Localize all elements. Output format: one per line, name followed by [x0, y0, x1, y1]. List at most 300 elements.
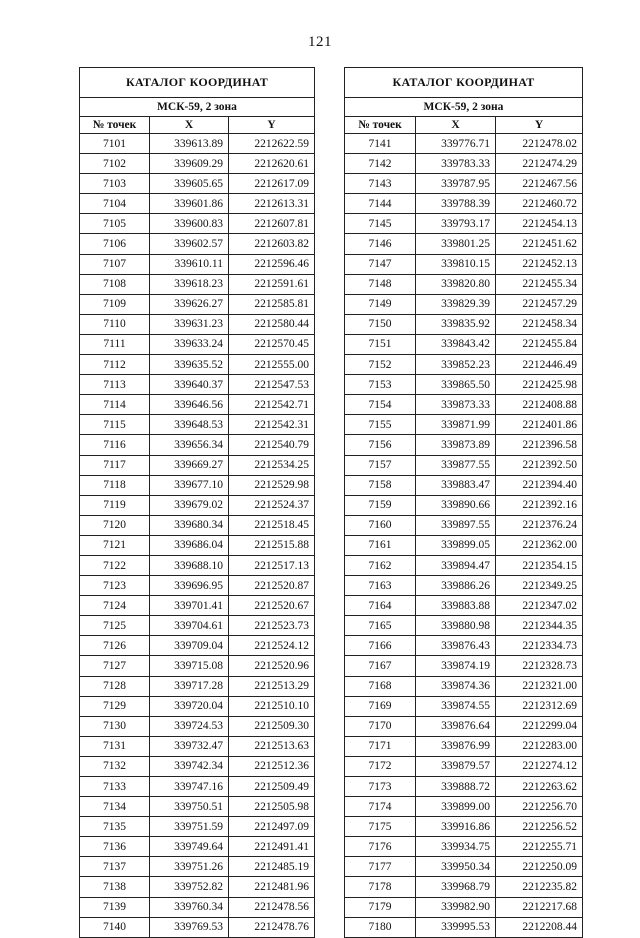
- point-number-cell: 7115: [80, 415, 150, 435]
- point-number-cell: 7133: [80, 777, 150, 797]
- x-coordinate-cell: 339601.86: [150, 194, 229, 214]
- y-coordinate-cell: 2212425.98: [496, 375, 583, 395]
- point-number-cell: 7151: [345, 334, 416, 354]
- x-coordinate-cell: 339751.59: [150, 817, 229, 837]
- point-number-cell: 7175: [345, 817, 416, 837]
- point-number-cell: 7138: [80, 877, 150, 897]
- point-number-cell: 7172: [345, 756, 416, 776]
- table-row: [345, 837, 583, 857]
- y-coordinate-cell: 2212513.29: [229, 676, 315, 696]
- x-coordinate-cell: 339717.28: [150, 676, 229, 696]
- x-coordinate-cell: 339843.42: [416, 334, 496, 354]
- point-number-cell: 7114: [80, 395, 150, 415]
- y-coordinate-cell: 2212455.34: [496, 274, 583, 294]
- y-coordinate-cell: 2212512.36: [229, 756, 315, 776]
- table-row: [80, 174, 315, 194]
- y-coordinate-cell: 2212256.70: [496, 797, 583, 817]
- y-coordinate-cell: 2212457.29: [496, 294, 583, 314]
- table-row: [345, 495, 583, 515]
- y-coordinate-cell: 2212547.53: [229, 375, 315, 395]
- y-coordinate-cell: 2212505.98: [229, 797, 315, 817]
- x-coordinate-cell: 339679.02: [150, 495, 229, 515]
- table-row: [345, 877, 583, 897]
- y-coordinate-cell: 2212321.00: [496, 676, 583, 696]
- x-coordinate-cell: 339750.51: [150, 797, 229, 817]
- point-number-cell: 7122: [80, 555, 150, 575]
- x-coordinate-cell: 339631.23: [150, 314, 229, 334]
- x-coordinate-cell: 339871.99: [416, 415, 496, 435]
- column-header-point-number: № точек: [345, 117, 416, 134]
- x-coordinate-cell: 339810.15: [416, 254, 496, 274]
- point-number-cell: 7168: [345, 676, 416, 696]
- x-coordinate-cell: 339876.64: [416, 716, 496, 736]
- x-coordinate-cell: 339742.34: [150, 756, 229, 776]
- y-coordinate-cell: 2212376.24: [496, 515, 583, 535]
- point-number-cell: 7176: [345, 837, 416, 857]
- column-header-x: X: [416, 117, 496, 134]
- x-coordinate-cell: 339696.95: [150, 576, 229, 596]
- x-coordinate-cell: 339873.89: [416, 435, 496, 455]
- y-coordinate-cell: 2212452.13: [496, 254, 583, 274]
- point-number-cell: 7170: [345, 716, 416, 736]
- table-row: [345, 234, 583, 254]
- x-coordinate-cell: 339704.61: [150, 616, 229, 636]
- y-coordinate-cell: 2212354.15: [496, 555, 583, 575]
- table-row: [345, 535, 583, 555]
- x-coordinate-cell: 339883.47: [416, 475, 496, 495]
- y-coordinate-cell: 2212299.04: [496, 716, 583, 736]
- coordinate-catalog-table-left: [79, 67, 315, 938]
- point-number-cell: 7117: [80, 455, 150, 475]
- table-row: [345, 756, 583, 776]
- page-number: 121: [308, 34, 332, 50]
- x-coordinate-cell: 339648.53: [150, 415, 229, 435]
- table-row: [80, 234, 315, 254]
- table-row: [80, 395, 315, 415]
- point-number-cell: 7148: [345, 274, 416, 294]
- x-coordinate-cell: 339793.17: [416, 214, 496, 234]
- y-coordinate-cell: 2212485.19: [229, 857, 315, 877]
- x-coordinate-cell: 339852.23: [416, 355, 496, 375]
- table-row: [345, 696, 583, 716]
- table-row: [80, 375, 315, 395]
- y-coordinate-cell: 2212328.73: [496, 656, 583, 676]
- x-coordinate-cell: 339688.10: [150, 555, 229, 575]
- point-number-cell: 7149: [345, 294, 416, 314]
- x-coordinate-cell: 339680.34: [150, 515, 229, 535]
- x-coordinate-cell: 339788.39: [416, 194, 496, 214]
- y-coordinate-cell: 2212510.10: [229, 696, 315, 716]
- y-coordinate-cell: 2212455.84: [496, 334, 583, 354]
- point-number-cell: 7137: [80, 857, 150, 877]
- point-number-cell: 7127: [80, 656, 150, 676]
- x-coordinate-cell: 339751.26: [150, 857, 229, 877]
- y-coordinate-cell: 2212596.46: [229, 254, 315, 274]
- column-header-x: X: [150, 117, 229, 134]
- point-number-cell: 7139: [80, 897, 150, 917]
- x-coordinate-cell: 339600.83: [150, 214, 229, 234]
- point-number-cell: 7118: [80, 475, 150, 495]
- x-coordinate-cell: 339894.47: [416, 555, 496, 575]
- point-number-cell: 7156: [345, 435, 416, 455]
- point-number-cell: 7129: [80, 696, 150, 716]
- x-coordinate-cell: 339720.04: [150, 696, 229, 716]
- table-row: [345, 294, 583, 314]
- point-number-cell: 7171: [345, 736, 416, 756]
- x-coordinate-cell: 339787.95: [416, 174, 496, 194]
- y-coordinate-cell: 2212613.31: [229, 194, 315, 214]
- x-coordinate-cell: 339760.34: [150, 897, 229, 917]
- y-coordinate-cell: 2212250.09: [496, 857, 583, 877]
- table-row: [80, 134, 315, 154]
- table-row: [345, 435, 583, 455]
- table-row: [80, 475, 315, 495]
- y-coordinate-cell: 2212509.30: [229, 716, 315, 736]
- point-number-cell: 7124: [80, 596, 150, 616]
- coordinate-system-label: МСК-59, 2 зона: [345, 98, 583, 117]
- y-coordinate-cell: 2212478.56: [229, 897, 315, 917]
- table-row: [80, 334, 315, 354]
- table-row: [80, 415, 315, 435]
- y-coordinate-cell: 2212478.76: [229, 917, 315, 937]
- x-coordinate-cell: 339724.53: [150, 716, 229, 736]
- y-coordinate-cell: 2212520.87: [229, 576, 315, 596]
- column-header-y: Y: [229, 117, 315, 134]
- x-coordinate-cell: 339709.04: [150, 636, 229, 656]
- x-coordinate-cell: 339602.57: [150, 234, 229, 254]
- table-row: [80, 254, 315, 274]
- table-row: [80, 355, 315, 375]
- table-row: [345, 355, 583, 375]
- catalog-title: КАТАЛОГ КООРДИНАТ: [345, 68, 583, 98]
- table-row: [345, 817, 583, 837]
- x-coordinate-cell: 339769.53: [150, 917, 229, 937]
- x-coordinate-cell: 339874.19: [416, 656, 496, 676]
- y-coordinate-cell: 2212517.13: [229, 555, 315, 575]
- point-number-cell: 7104: [80, 194, 150, 214]
- y-coordinate-cell: 2212481.96: [229, 877, 315, 897]
- table-row: [345, 656, 583, 676]
- x-coordinate-cell: 339752.82: [150, 877, 229, 897]
- point-number-cell: 7112: [80, 355, 150, 375]
- column-header-y: Y: [496, 117, 583, 134]
- table-row: [345, 515, 583, 535]
- point-number-cell: 7150: [345, 314, 416, 334]
- point-number-cell: 7142: [345, 154, 416, 174]
- point-number-cell: 7165: [345, 616, 416, 636]
- x-coordinate-cell: 339883.88: [416, 596, 496, 616]
- point-number-cell: 7159: [345, 495, 416, 515]
- table-row: [345, 314, 583, 334]
- point-number-cell: 7144: [345, 194, 416, 214]
- y-coordinate-cell: 2212451.62: [496, 234, 583, 254]
- point-number-cell: 7108: [80, 274, 150, 294]
- x-coordinate-cell: 339749.64: [150, 837, 229, 857]
- x-coordinate-cell: 339968.79: [416, 877, 496, 897]
- table-row: [345, 134, 583, 154]
- y-coordinate-cell: 2212555.00: [229, 355, 315, 375]
- point-number-cell: 7125: [80, 616, 150, 636]
- x-coordinate-cell: 339886.26: [416, 576, 496, 596]
- table-row: [80, 797, 315, 817]
- point-number-cell: 7111: [80, 334, 150, 354]
- table-row: [80, 716, 315, 736]
- x-coordinate-cell: 339618.23: [150, 274, 229, 294]
- point-number-cell: 7146: [345, 234, 416, 254]
- point-number-cell: 7179: [345, 897, 416, 917]
- x-coordinate-cell: 339701.41: [150, 596, 229, 616]
- x-coordinate-cell: 339916.86: [416, 817, 496, 837]
- column-header-point-number: № точек: [80, 117, 150, 134]
- point-number-cell: 7167: [345, 656, 416, 676]
- x-coordinate-cell: 339874.55: [416, 696, 496, 716]
- y-coordinate-cell: 2212580.44: [229, 314, 315, 334]
- table-row: [80, 596, 315, 616]
- y-coordinate-cell: 2212620.61: [229, 154, 315, 174]
- y-coordinate-cell: 2212263.62: [496, 777, 583, 797]
- y-coordinate-cell: 2212617.09: [229, 174, 315, 194]
- table-row: [345, 555, 583, 575]
- y-coordinate-cell: 2212607.81: [229, 214, 315, 234]
- table-row: [345, 334, 583, 354]
- table-row: [80, 294, 315, 314]
- y-coordinate-cell: 2212446.49: [496, 355, 583, 375]
- y-coordinate-cell: 2212478.02: [496, 134, 583, 154]
- table-row: [345, 736, 583, 756]
- y-coordinate-cell: 2212603.82: [229, 234, 315, 254]
- point-number-cell: 7132: [80, 756, 150, 776]
- y-coordinate-cell: 2212396.58: [496, 435, 583, 455]
- y-coordinate-cell: 2212622.59: [229, 134, 315, 154]
- y-coordinate-cell: 2212362.00: [496, 535, 583, 555]
- y-coordinate-cell: 2212454.13: [496, 214, 583, 234]
- x-coordinate-cell: 339640.37: [150, 375, 229, 395]
- point-number-cell: 7178: [345, 877, 416, 897]
- table-row: [345, 777, 583, 797]
- point-number-cell: 7121: [80, 535, 150, 555]
- y-coordinate-cell: 2212392.50: [496, 455, 583, 475]
- table-row: [345, 274, 583, 294]
- table-row: [345, 194, 583, 214]
- point-number-cell: 7157: [345, 455, 416, 475]
- x-coordinate-cell: 339776.71: [416, 134, 496, 154]
- point-number-cell: 7123: [80, 576, 150, 596]
- point-number-cell: 7155: [345, 415, 416, 435]
- y-coordinate-cell: 2212347.02: [496, 596, 583, 616]
- x-coordinate-cell: 339879.57: [416, 756, 496, 776]
- catalog-title: КАТАЛОГ КООРДИНАТ: [80, 68, 315, 98]
- x-coordinate-cell: 339877.55: [416, 455, 496, 475]
- table-row: [345, 917, 583, 937]
- x-coordinate-cell: 339635.52: [150, 355, 229, 375]
- y-coordinate-cell: 2212513.63: [229, 736, 315, 756]
- point-number-cell: 7105: [80, 214, 150, 234]
- x-coordinate-cell: 339686.04: [150, 535, 229, 555]
- y-coordinate-cell: 2212518.45: [229, 515, 315, 535]
- y-coordinate-cell: 2212344.35: [496, 616, 583, 636]
- point-number-cell: 7160: [345, 515, 416, 535]
- point-number-cell: 7128: [80, 676, 150, 696]
- point-number-cell: 7113: [80, 375, 150, 395]
- table-row: [80, 214, 315, 234]
- table-row: [80, 817, 315, 837]
- point-number-cell: 7106: [80, 234, 150, 254]
- x-coordinate-cell: 339646.56: [150, 395, 229, 415]
- x-coordinate-cell: 339715.08: [150, 656, 229, 676]
- x-coordinate-cell: 339897.55: [416, 515, 496, 535]
- point-number-cell: 7135: [80, 817, 150, 837]
- y-coordinate-cell: 2212497.09: [229, 817, 315, 837]
- point-number-cell: 7161: [345, 535, 416, 555]
- table-row: [345, 897, 583, 917]
- point-number-cell: 7145: [345, 214, 416, 234]
- x-coordinate-cell: 339874.36: [416, 676, 496, 696]
- x-coordinate-cell: 339873.33: [416, 395, 496, 415]
- x-coordinate-cell: 339829.39: [416, 294, 496, 314]
- y-coordinate-cell: 2212520.96: [229, 656, 315, 676]
- table-row: [345, 596, 583, 616]
- y-coordinate-cell: 2212542.71: [229, 395, 315, 415]
- y-coordinate-cell: 2212255.71: [496, 837, 583, 857]
- table-row: [80, 857, 315, 877]
- y-coordinate-cell: 2212523.73: [229, 616, 315, 636]
- x-coordinate-cell: 339732.47: [150, 736, 229, 756]
- coordinate-system-label: МСК-59, 2 зона: [80, 98, 315, 117]
- x-coordinate-cell: 339888.72: [416, 777, 496, 797]
- table-row: [345, 415, 583, 435]
- y-coordinate-cell: 2212542.31: [229, 415, 315, 435]
- point-number-cell: 7126: [80, 636, 150, 656]
- y-coordinate-cell: 2212491.41: [229, 837, 315, 857]
- point-number-cell: 7147: [345, 254, 416, 274]
- y-coordinate-cell: 2212524.37: [229, 495, 315, 515]
- table-row: [80, 756, 315, 776]
- y-coordinate-cell: 2212467.56: [496, 174, 583, 194]
- point-number-cell: 7107: [80, 254, 150, 274]
- point-number-cell: 7163: [345, 576, 416, 596]
- point-number-cell: 7166: [345, 636, 416, 656]
- y-coordinate-cell: 2212540.79: [229, 435, 315, 455]
- x-coordinate-cell: 339934.75: [416, 837, 496, 857]
- point-number-cell: 7177: [345, 857, 416, 877]
- table-row: [80, 194, 315, 214]
- x-coordinate-cell: 339747.16: [150, 777, 229, 797]
- point-number-cell: 7110: [80, 314, 150, 334]
- table-row: [80, 736, 315, 756]
- table-row: [80, 274, 315, 294]
- table-row: [345, 636, 583, 656]
- y-coordinate-cell: 2212334.73: [496, 636, 583, 656]
- x-coordinate-cell: 339626.27: [150, 294, 229, 314]
- table-row: [80, 455, 315, 475]
- table-row: [80, 435, 315, 455]
- table-row: [345, 676, 583, 696]
- x-coordinate-cell: 339876.99: [416, 736, 496, 756]
- x-coordinate-cell: 339656.34: [150, 435, 229, 455]
- table-row: [345, 254, 583, 274]
- x-coordinate-cell: 339995.53: [416, 917, 496, 937]
- y-coordinate-cell: 2212349.25: [496, 576, 583, 596]
- table-row: [80, 897, 315, 917]
- x-coordinate-cell: 339899.05: [416, 535, 496, 555]
- x-coordinate-cell: 339820.80: [416, 274, 496, 294]
- x-coordinate-cell: 339982.90: [416, 897, 496, 917]
- table-row: [80, 616, 315, 636]
- y-coordinate-cell: 2212208.44: [496, 917, 583, 937]
- x-coordinate-cell: 339610.11: [150, 254, 229, 274]
- table-row: [80, 515, 315, 535]
- table-row: [345, 576, 583, 596]
- y-coordinate-cell: 2212394.40: [496, 475, 583, 495]
- x-coordinate-cell: 339950.34: [416, 857, 496, 877]
- table-row: [345, 154, 583, 174]
- x-coordinate-cell: 339609.29: [150, 154, 229, 174]
- point-number-cell: 7152: [345, 355, 416, 375]
- point-number-cell: 7131: [80, 736, 150, 756]
- point-number-cell: 7154: [345, 395, 416, 415]
- x-coordinate-cell: 339835.92: [416, 314, 496, 334]
- y-coordinate-cell: 2212458.34: [496, 314, 583, 334]
- y-coordinate-cell: 2212591.61: [229, 274, 315, 294]
- y-coordinate-cell: 2212283.00: [496, 736, 583, 756]
- table-row: [80, 535, 315, 555]
- y-coordinate-cell: 2212274.12: [496, 756, 583, 776]
- y-coordinate-cell: 2212392.16: [496, 495, 583, 515]
- x-coordinate-cell: 339876.43: [416, 636, 496, 656]
- table-row: [345, 214, 583, 234]
- table-row: [80, 877, 315, 897]
- y-coordinate-cell: 2212570.45: [229, 334, 315, 354]
- point-number-cell: 7169: [345, 696, 416, 716]
- x-coordinate-cell: 339801.25: [416, 234, 496, 254]
- x-coordinate-cell: 339880.98: [416, 616, 496, 636]
- table-row: [80, 576, 315, 596]
- table-row: [80, 314, 315, 334]
- point-number-cell: 7119: [80, 495, 150, 515]
- y-coordinate-cell: 2212585.81: [229, 294, 315, 314]
- x-coordinate-cell: 339669.27: [150, 455, 229, 475]
- table-row: [80, 495, 315, 515]
- y-coordinate-cell: 2212408.88: [496, 395, 583, 415]
- point-number-cell: 7101: [80, 134, 150, 154]
- table-row: [345, 455, 583, 475]
- point-number-cell: 7136: [80, 837, 150, 857]
- point-number-cell: 7164: [345, 596, 416, 616]
- table-row: [80, 656, 315, 676]
- table-row: [80, 636, 315, 656]
- table-row: [345, 375, 583, 395]
- y-coordinate-cell: 2212460.72: [496, 194, 583, 214]
- point-number-cell: 7141: [345, 134, 416, 154]
- table-row: [80, 917, 315, 937]
- point-number-cell: 7162: [345, 555, 416, 575]
- y-coordinate-cell: 2212401.86: [496, 415, 583, 435]
- y-coordinate-cell: 2212520.67: [229, 596, 315, 616]
- y-coordinate-cell: 2212235.82: [496, 877, 583, 897]
- point-number-cell: 7120: [80, 515, 150, 535]
- table-row: [345, 395, 583, 415]
- table-row: [80, 676, 315, 696]
- table-row: [80, 777, 315, 797]
- y-coordinate-cell: 2212529.98: [229, 475, 315, 495]
- x-coordinate-cell: 339677.10: [150, 475, 229, 495]
- y-coordinate-cell: 2212534.25: [229, 455, 315, 475]
- point-number-cell: 7153: [345, 375, 416, 395]
- table-row: [80, 555, 315, 575]
- point-number-cell: 7158: [345, 475, 416, 495]
- point-number-cell: 7174: [345, 797, 416, 817]
- point-number-cell: 7130: [80, 716, 150, 736]
